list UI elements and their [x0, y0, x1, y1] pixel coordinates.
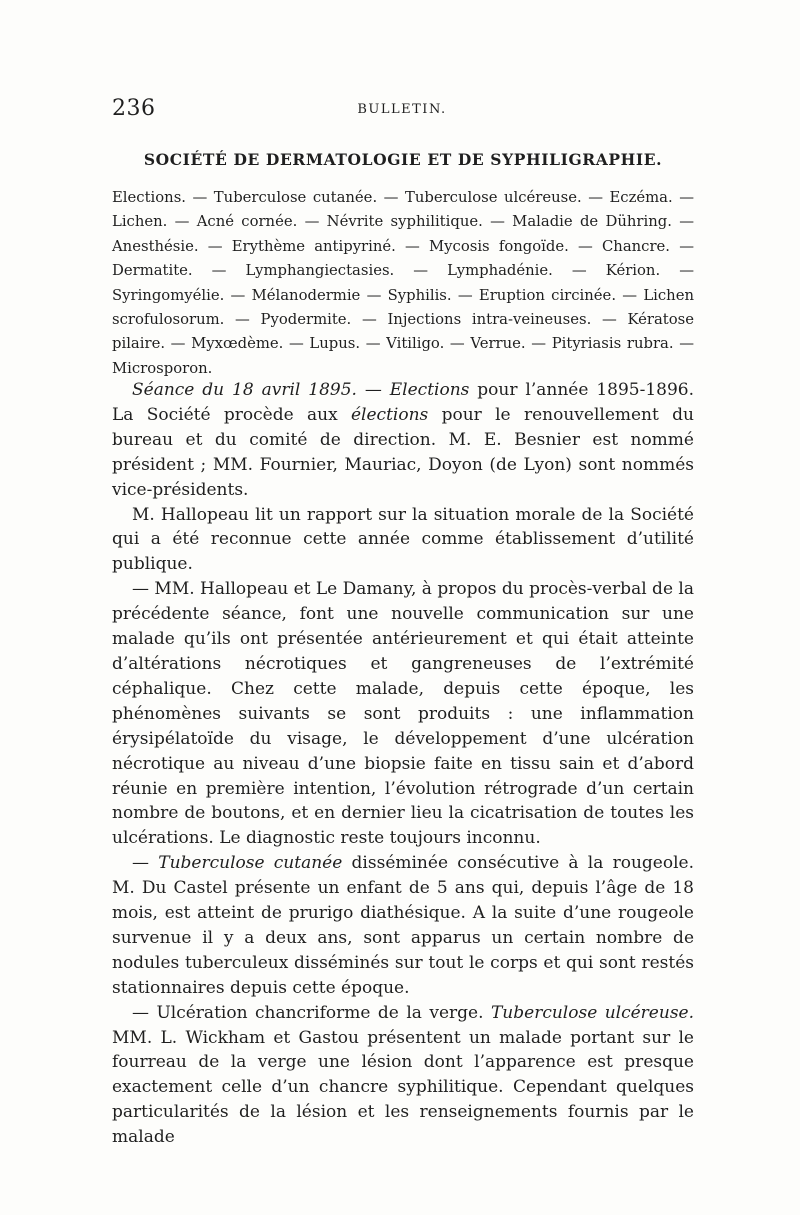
summary-contents: Elections. — Tuberculose cutanée. — Tuberculose ulcéreuse. — Eczéma. — Lichen. — Acné cornée. — Névrite syphilitique. — Maladie de Dühring. — Anesthésie. — Erythème antipyriné. — Mycosis fongoïde. — Chancre. — Dermatite. — Lymphangiectasies. — Lymphadénie. — Kérion. — Syringomyélie. — Mélanodermie — Syphilis. — Eruption circinée. — Lichen scrofulosorum. — Pyodermite. — Injections intra-veineuses. — Kératose pilaire. — Myxœdème. — Lupus. — Vitiligo. — Verrue. — Pityriasis rubra. — Microsporon.: [112, 189, 694, 377]
paragraph-hallopeau-report: M. Hallopeau lit un rapport sur la situation morale de la Société qui a été reconnue cette année comme établissement d’utilité publique.: [112, 504, 694, 575]
dash: —: [356, 380, 390, 400]
tuberculose-ulcereuse-heading: Tuberculose ulcéreuse.: [490, 1002, 695, 1023]
paragraph-text: pour l’année 1895-1896. La Société procède aux: [112, 380, 694, 425]
paragraph-text: — Ulcération chancriforme de la verge.: [132, 1002, 491, 1023]
paragraph-elections: [112, 378, 694, 503]
elections-heading: Elections: [389, 380, 470, 400]
running-title: BULLETIN.: [357, 102, 447, 117]
running-head: [112, 96, 692, 126]
section-title: SOCIÉTÉ DE DERMATOLOGIE ET DE SYPHILIGRAPHIE.: [143, 150, 663, 169]
paragraph-text: pour le renouvellement du bureau et du comité de direction. M. E. Besnier est nommé président ; MM. Fournier, Mauriac, Doyon (de Lyon) sont nommés vice-présidents.: [112, 404, 694, 500]
paragraph-tuberculose-cutanee: [112, 851, 694, 1000]
dash: —: [132, 853, 159, 874]
paragraph-text: disséminée consécutive à la rougeole. M. Du Castel présente un enfant de 5 ans qui, depuis l’âge de 18 mois, est atteint de prurigo diathésique. A la suite d’une rougeole survenue il y a deux ans, sont apparus un certain nombre de nodules tuberculeux disséminés sur tout le corps et qui sont restés stationnaires depuis cette époque.: [112, 853, 694, 998]
paragraph-hallopeau-damany: — MM. Hallopeau et Le Damany, à propos du procès-verbal de la précédente séance, font une nouvelle communication sur une malade qu’ils ont présentée antérieurement et qui était atteinte d’altérations nécrotiques et gangreneuses de l’extrémité céphalique. Chez cette malade, depuis cette époque, les phénomènes suivants se sont produits : une inflammation érysipélatoïde du visage, le développement d’une ulcération nécrotique au niveau d’une biopsie faite en tissu sain et d’abord réunie en première intention, l’évolution rétrograde d’un certain nombre de boutons, et en dernier lieu la cicatrisation de toutes les ulcérations. Le diagnostic reste toujours inconnu.: [112, 579, 694, 849]
tuberculose-cutanee-heading: Tuberculose cutanée: [158, 853, 343, 874]
body-text: [112, 378, 694, 1150]
paragraph-text: MM. L. Wickham et Gastou présentent un malade portant sur le fourreau de la verge une lésion dont l’apparence est presque exactement celle d’un chancre syphilitique. Cependant quelques particularités de la lésion et les renseignements fournis par le malade: [112, 1027, 694, 1148]
elections-word: élections: [351, 404, 429, 425]
page-number: 236: [112, 96, 156, 121]
seance-date: Séance du 18 avril 1895.: [132, 380, 357, 400]
paragraph-ulceration: [112, 1001, 694, 1150]
